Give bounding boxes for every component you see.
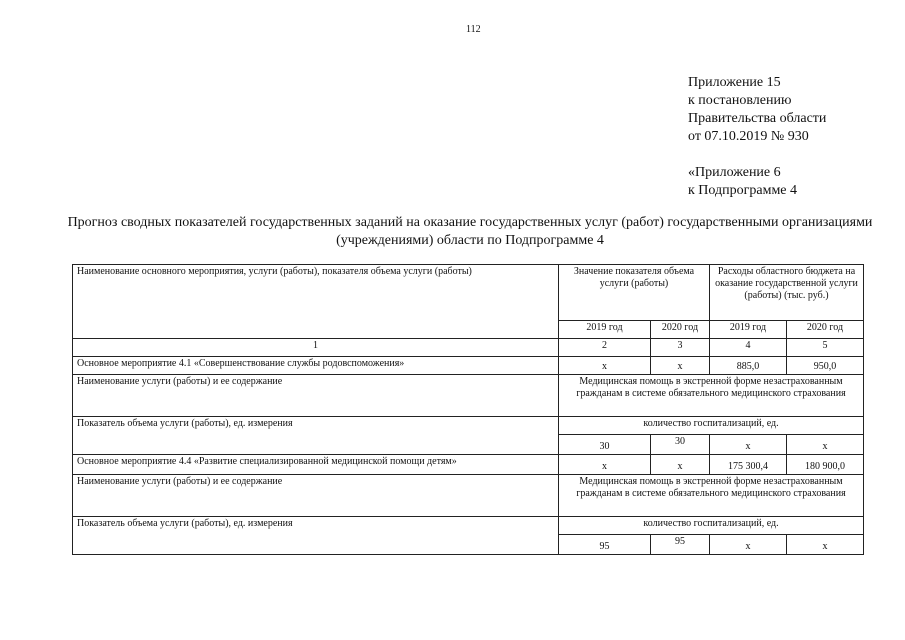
indicator-label: Показатель объема услуги (работы), ед. измерения: [73, 417, 559, 455]
value-cell: х: [710, 435, 787, 455]
value-cell: х: [559, 357, 651, 375]
header-year: 2019 год: [559, 321, 651, 339]
indicator-text: количество госпитализаций, ед.: [559, 417, 864, 435]
header-year: 2019 год: [710, 321, 787, 339]
column-number: 3: [651, 339, 710, 357]
appendix-subheader: [688, 164, 797, 200]
value-cell: 30: [651, 435, 710, 455]
value-cell: х: [559, 455, 651, 475]
appendix-line: к Подпрограмме 4: [688, 183, 798, 198]
appendix-header: [688, 74, 826, 146]
service-text: Медицинская помощь в экстренной форме незастрахованным гражданам в системе обязательного медицинского страхования: [559, 375, 864, 417]
value-cell: 175 300,4: [710, 455, 787, 475]
column-number: 5: [787, 339, 864, 357]
value-cell: 180 900,0: [787, 455, 864, 475]
value-cell: х: [651, 455, 710, 475]
header-expenses: Расходы областного бюджета на оказание государственной услуги (работы) (тыс. руб.): [710, 265, 864, 321]
header-year: 2020 год: [651, 321, 710, 339]
value-cell: 95: [559, 535, 651, 555]
value-cell: х: [710, 535, 787, 555]
column-number: 2: [559, 339, 651, 357]
value-cell: 30: [559, 435, 651, 455]
column-number: 4: [710, 339, 787, 357]
header-name: Наименование основного мероприятия, услуги (работы), показателя объема услуги (работы): [73, 265, 559, 339]
main-activity: Основное мероприятие 4.4 «Развитие специализированной медицинской помощи детям»: [73, 455, 559, 475]
main-activity: Основное мероприятие 4.1 «Совершенствование службы родовспоможения»: [73, 357, 559, 375]
appendix-line: к постановлению: [688, 93, 792, 108]
document-title: Прогноз сводных показателей государственных заданий на оказание государственных услуг (работ) государственными организациями (учреждениями) области по Подпрограмме 4: [67, 215, 873, 248]
header-value: Значение показателя объема услуги (работы): [559, 265, 710, 321]
header-year: 2020 год: [787, 321, 864, 339]
appendix-line: Правительства области: [688, 111, 827, 126]
value-cell: 95: [651, 535, 710, 555]
value-cell: х: [787, 535, 864, 555]
appendix-line: от 07.10.2019 № 930: [688, 129, 809, 144]
value-cell: х: [787, 435, 864, 455]
value-cell: 885,0: [710, 357, 787, 375]
column-number: 1: [73, 339, 559, 357]
indicator-label: Показатель объема услуги (работы), ед. измерения: [73, 517, 559, 555]
appendix-line: «Приложение 6: [688, 165, 781, 180]
indicator-text: количество госпитализаций, ед.: [559, 517, 864, 535]
service-label: Наименование услуги (работы) и ее содержание: [73, 475, 559, 517]
value-cell: х: [651, 357, 710, 375]
appendix-line: Приложение 15: [688, 75, 781, 90]
value-cell: 950,0: [787, 357, 864, 375]
service-label: Наименование услуги (работы) и ее содержание: [73, 375, 559, 417]
page-number: 112: [466, 24, 481, 35]
forecast-table: [72, 264, 864, 555]
service-text: Медицинская помощь в экстренной форме незастрахованным гражданам в системе обязательного медицинского страхования: [559, 475, 864, 517]
